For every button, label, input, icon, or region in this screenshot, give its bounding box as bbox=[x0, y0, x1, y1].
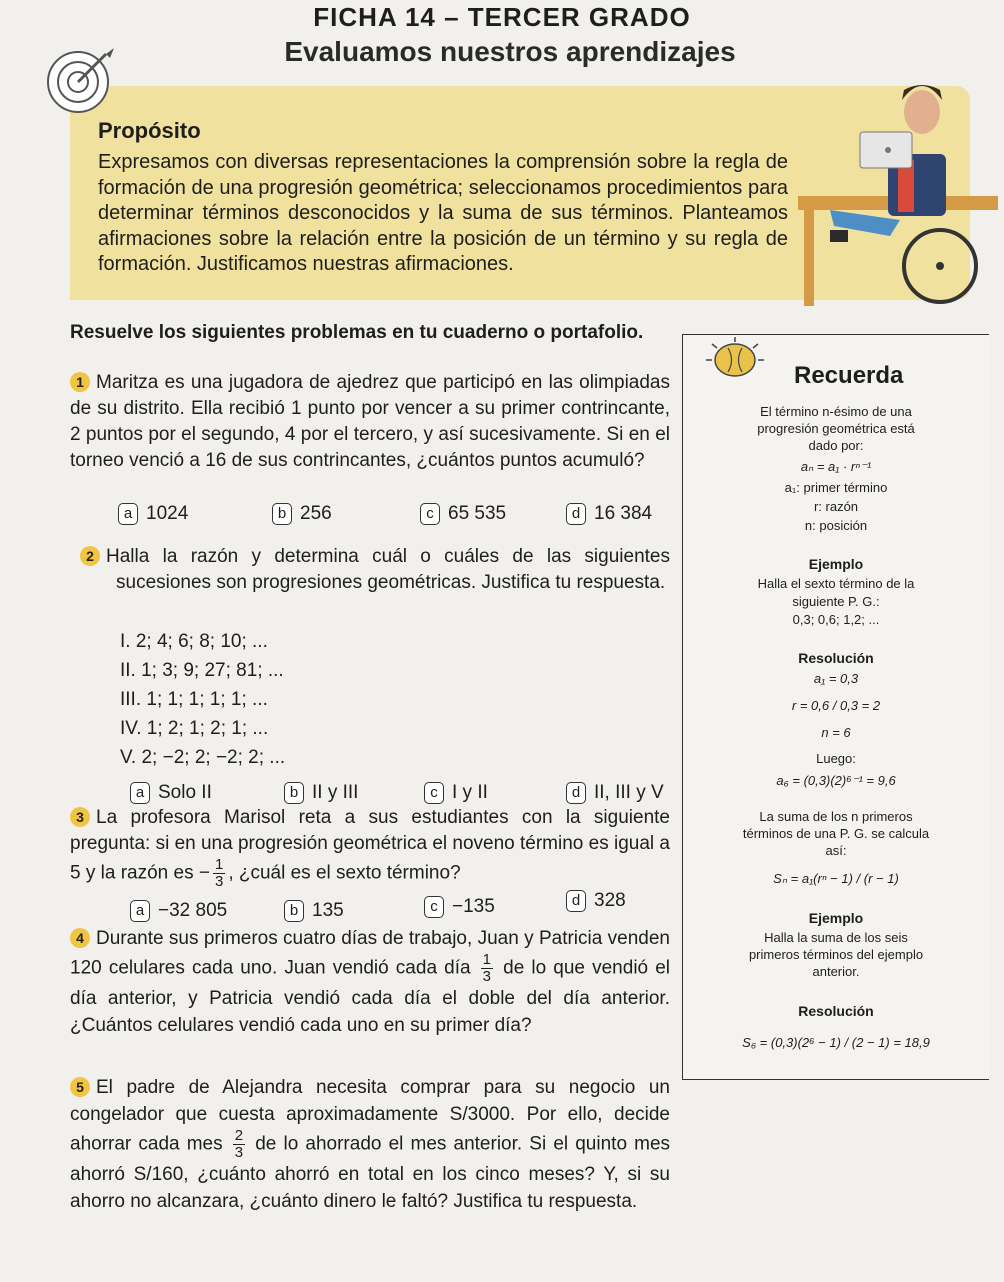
problem-text: El padre de Alejandra necesita comprar para su negocio un congelador que cuesta aproximadamente S/3000. Por ello, decide ahorrar cada mes bbox=[70, 1077, 670, 1155]
problem-text: Maritza es una jugadora de ajedrez que participó en las olimpiadas de su distrito. Ella recibió 1 punto por vencer a su primer contrincante, 2 puntos por el segundo, 4 por el tercero, y así sucesivamente. Si en el torneo venció a 16 de sus contrincantes, ¿cuántos puntos acumuló? bbox=[70, 372, 670, 471]
sequence-1: I. 2; 4; 6; 8; 10; ... bbox=[120, 631, 268, 652]
instruction-text: Resuelve los siguientes problemas en tu cuaderno o portafolio. bbox=[70, 322, 644, 343]
ejemplo-text: Halla el sexto término de la bbox=[757, 576, 915, 591]
student-wheelchair-illustration bbox=[790, 60, 1000, 308]
definition: a₁: primer término bbox=[784, 480, 888, 495]
resolucion-title: Resolución bbox=[798, 1003, 874, 1019]
problem-4: 4 Durante sus primeros cuatro días de trabajo, Juan y Patricia venden 120 celulares cada uno. Juan vendió cada día $\frac{1}{3}$ de lo que vendió el día anterior, y Patricia vendió cada día el doble del día anterior. ¿Cuántos celulares vendió cada uno en su primer día? bbox=[70, 928, 671, 1036]
p2-option-d[interactable]: d II, III y V bbox=[566, 782, 664, 804]
fraction: $\frac{1}{3}$ bbox=[482, 951, 492, 985]
ejemplo-title: Ejemplo bbox=[808, 556, 864, 572]
sequence-4: IV. 1; 2; 1; 2; 1; ... bbox=[120, 718, 269, 739]
sequence-3: III. 1; 1; 1; 1; 1; ... bbox=[120, 689, 268, 710]
p1-option-d[interactable]: d 16 384 bbox=[566, 503, 652, 525]
resolucion-step: r = 0,6 / 0,3 = 2 bbox=[791, 698, 881, 713]
resolucion-step: a₁ = 0,3 bbox=[813, 671, 859, 686]
resolucion-title: Resolución bbox=[798, 650, 874, 666]
p1-option-c[interactable]: c 65 535 bbox=[420, 503, 506, 525]
sequence-5: V. 2; −2; 2; −2; 2; ... bbox=[120, 747, 286, 768]
problem-text: Durante sus primeros cuatro días de trabajo, Juan y Patricia venden 120 celulares cada uno. Juan vendió cada día bbox=[70, 928, 670, 979]
proposito-title: Propósito bbox=[98, 118, 201, 143]
p3-option-a[interactable]: a −32 805 bbox=[130, 900, 227, 922]
p2-option-c[interactable]: c I y II bbox=[424, 782, 488, 804]
problem-number: 3 bbox=[70, 807, 90, 827]
p2-option-a[interactable]: a Solo II bbox=[130, 782, 212, 804]
resolucion-result: S₆ = (0,3)(2⁶ − 1) / (2 − 1) = 18,9 bbox=[742, 1035, 930, 1050]
resolucion-result: a₆ = (0,3)(2)⁶⁻¹ = 9,6 bbox=[776, 773, 896, 788]
recuerda-text: El término n-ésimo de una bbox=[760, 404, 912, 419]
page-title: FICHA 14 – TERCER GRADO bbox=[313, 2, 691, 32]
resolucion-step: n = 6 bbox=[821, 725, 851, 740]
sum-formula: Sₙ = a₁(rⁿ − 1) / (r − 1) bbox=[773, 871, 899, 886]
recuerda-title: Recuerda bbox=[794, 362, 904, 389]
ejemplo-text: primeros términos del ejemplo bbox=[748, 947, 924, 962]
problem-2 bbox=[86, 544, 670, 596]
p3-option-d[interactable]: d 328 bbox=[566, 890, 626, 912]
target-icon bbox=[40, 40, 120, 120]
problem-5: 5 El padre de Alejandra necesita comprar para su negocio un congelador que cuesta aproximadamente S/3000. Por ello, decide ahorrar cada mes $\frac{2}{3}$ de lo ahorrado el mes anterior. Si el quinto mes ahorró S/160, ¿cuánto ahorró en total en los cinco meses? Y, si su ahorro no alcanzara, ¿cuánto dinero le faltó? Justifica tu respuesta. bbox=[70, 1077, 671, 1212]
definition: r: razón bbox=[813, 499, 859, 514]
nth-term-formula: aₙ = a₁ · rⁿ⁻¹ bbox=[800, 459, 872, 474]
suma-text: así: bbox=[825, 843, 847, 858]
problem-number: 5 bbox=[70, 1077, 90, 1097]
recuerda-text: dado por: bbox=[808, 438, 864, 453]
ejemplo-text: siguiente P. G.: bbox=[792, 594, 880, 609]
p3-option-c[interactable]: c −135 bbox=[424, 896, 495, 918]
ejemplo-text: Halla la suma de los seis bbox=[764, 930, 908, 945]
suma-text: términos de una P. G. se calcula bbox=[742, 826, 930, 841]
problem-text: La profesora Marisol reta a sus estudiantes con la siguiente pregunta: si en una progresión geométrica el noveno término es igual a 5 y la razón es bbox=[70, 807, 670, 884]
proposito-text: Expresamos con diversas representaciones la comprensión sobre la regla de formación de una progresión geométrica; seleccionamos procedimientos para determinar términos desconocidos y la suma de sus términos. Planteamos afirmaciones sobre la relación entre la posición de un término y su regla de formación. Justificamos nuestras afirmaciones. bbox=[98, 151, 788, 275]
ejemplo-text: 0,3; 0,6; 1,2; ... bbox=[792, 612, 880, 627]
problem-number: 2 bbox=[80, 546, 100, 566]
problem-3: 3 La profesora Marisol reta a sus estudiantes con la siguiente pregunta: si en una progresión geométrica el noveno término es igual a 5 y la razón es − $\frac{1}{3}$ , ¿cuál es el sexto término? bbox=[70, 807, 670, 890]
brain-icon bbox=[700, 336, 770, 386]
suma-text: La suma de los n primeros bbox=[759, 809, 913, 824]
ejemplo-title: Ejemplo bbox=[808, 910, 864, 926]
p1-option-b[interactable]: b 256 bbox=[272, 503, 332, 525]
p2-option-b[interactable]: b II y III bbox=[284, 782, 358, 804]
recuerda-text: progresión geométrica está bbox=[757, 421, 915, 436]
sequence-2: II. 1; 3; 9; 27; 81; ... bbox=[120, 660, 284, 681]
p1-option-a[interactable]: a 1024 bbox=[118, 503, 188, 525]
page-subtitle: Evaluamos nuestros aprendizajes bbox=[284, 36, 736, 67]
p3-option-b[interactable]: b 135 bbox=[284, 900, 344, 922]
problem-number: 1 bbox=[70, 372, 90, 392]
fraction: $\frac{1}{3}$ bbox=[214, 856, 224, 890]
ejemplo-text: anterior. bbox=[812, 964, 860, 979]
problem-text: Halla la razón y determina cuál o cuáles de las siguientes sucesiones son progresiones geométricas. Justifica tu respuesta. bbox=[106, 546, 670, 593]
definition: n: posición bbox=[804, 518, 868, 533]
luego-label: Luego: bbox=[816, 751, 856, 766]
problem-1 bbox=[70, 370, 670, 474]
fraction: $\frac{2}{3}$ bbox=[234, 1127, 244, 1161]
problem-number: 4 bbox=[70, 928, 90, 948]
